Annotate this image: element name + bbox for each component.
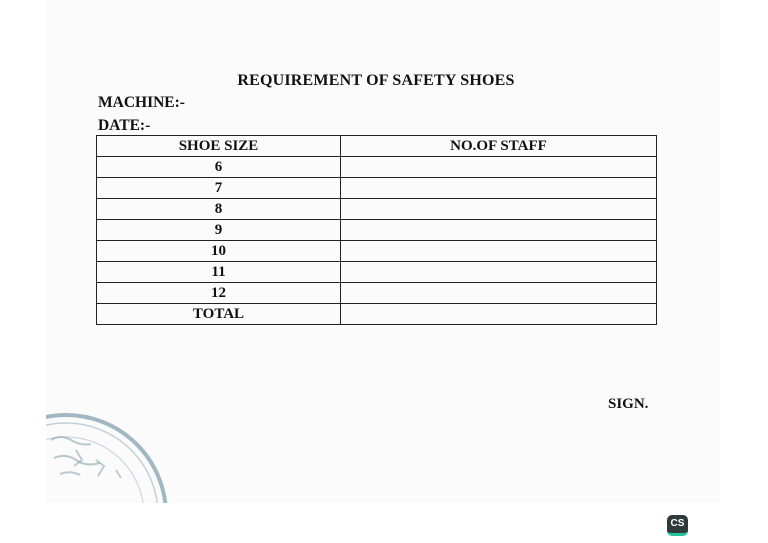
total-label-cell: TOTAL xyxy=(97,304,341,325)
staff-count-cell[interactable] xyxy=(341,220,657,241)
staff-count-cell[interactable] xyxy=(341,241,657,262)
shoe-size-cell: 12 xyxy=(97,283,341,304)
table-row xyxy=(97,241,657,262)
staff-count-cell[interactable] xyxy=(341,157,657,178)
header-no-of-staff: NO.OF STAFF xyxy=(341,136,657,157)
shoe-size-cell: 7 xyxy=(97,178,341,199)
staff-count-cell[interactable] xyxy=(341,178,657,199)
shoe-size-table xyxy=(96,135,657,325)
shoe-size-cell: 9 xyxy=(97,220,341,241)
machine-label: MACHINE:- xyxy=(98,94,185,111)
staff-count-cell[interactable] xyxy=(341,283,657,304)
table-total-row xyxy=(97,304,657,325)
table-header-row xyxy=(97,136,657,157)
table-row xyxy=(97,283,657,304)
shoe-size-cell: 10 xyxy=(97,241,341,262)
table-row xyxy=(97,157,657,178)
sign-label: SIGN. xyxy=(608,396,649,412)
shoe-size-cell: 11 xyxy=(97,262,341,283)
date-label: DATE:- xyxy=(98,117,151,134)
staff-count-cell[interactable] xyxy=(341,199,657,220)
staff-count-cell[interactable] xyxy=(341,262,657,283)
table-row xyxy=(97,220,657,241)
shoe-size-cell: 8 xyxy=(97,199,341,220)
shoe-size-cell: 6 xyxy=(97,157,341,178)
camscanner-logo-icon: CS xyxy=(667,515,688,536)
stamp-seal-icon xyxy=(46,410,176,503)
total-staff-cell[interactable] xyxy=(341,304,657,325)
form-title: REQUIREMENT OF SAFETY SHOES xyxy=(237,72,515,89)
header-shoe-size: SHOE SIZE xyxy=(97,136,341,157)
table-row xyxy=(97,199,657,220)
table-row xyxy=(97,178,657,199)
table-row xyxy=(97,262,657,283)
